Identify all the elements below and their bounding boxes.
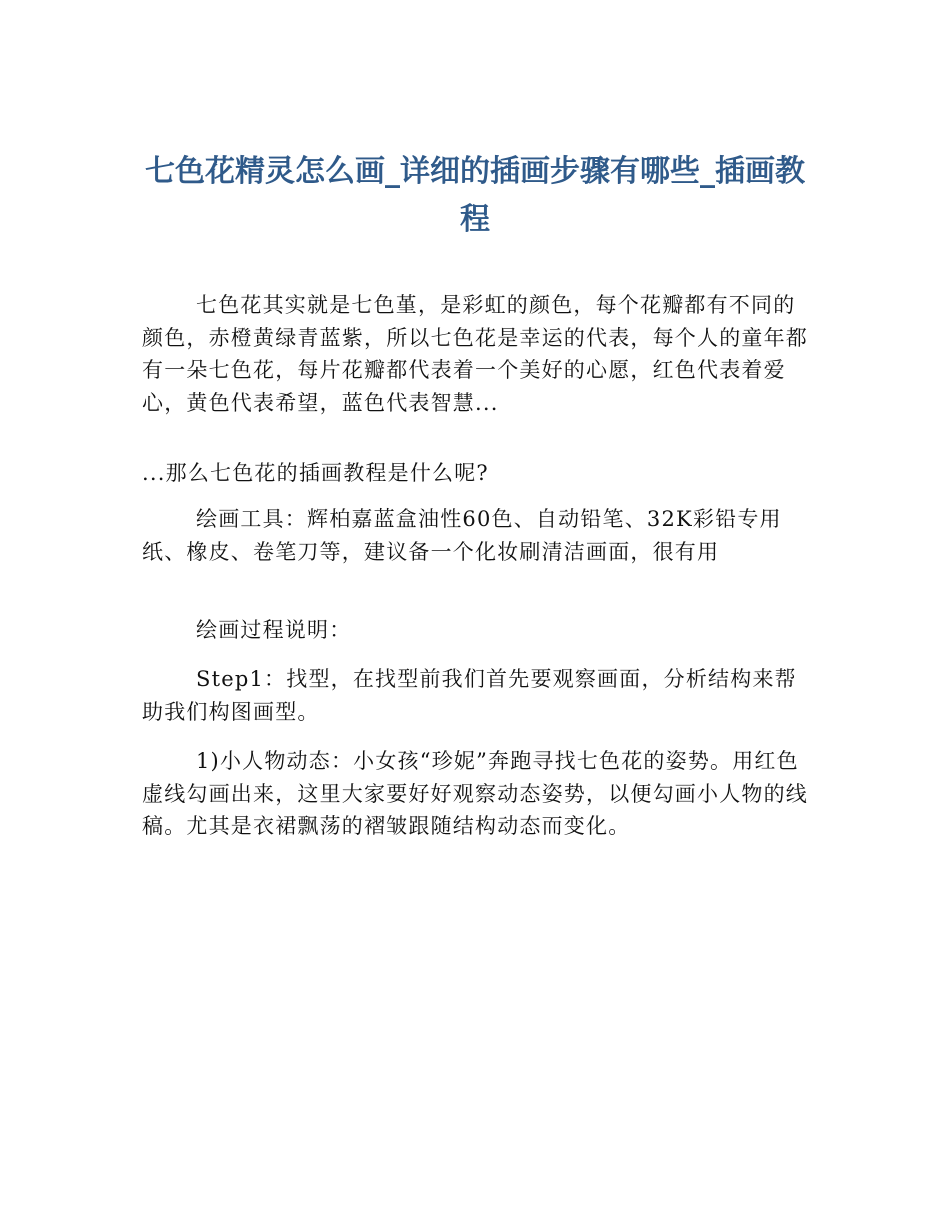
- document-title: 七色花精灵怎么画_详细的插画步骤有哪些_插画教程: [145, 154, 805, 237]
- question-paragraph: ...那么七色花的插画教程是什么呢?: [142, 461, 489, 485]
- step1-item1-paragraph: 1)小人物动态：小女孩“珍妮”奔跑寻找七色花的姿势。用红色虚线勾画出来，这里大家要好好观察动态姿势，以便勾画小人物的线稿。尤其是衣裙飘荡的褶皱跟随结构动态而变化。: [142, 749, 808, 838]
- process-heading: 绘画过程说明：: [196, 618, 352, 642]
- tools-paragraph: 绘画工具：辉柏嘉蓝盒油性60色、自动铅笔、32K彩铅专用纸、橡皮、卷笔刀等，建议备一个化妆刷清洁画面，很有用: [142, 507, 782, 564]
- step1-paragraph: Step1：找型，在找型前我们首先要观察画面，分析结构来帮助我们构图画型。: [142, 667, 797, 724]
- intro-paragraph: 七色花其实就是七色堇，是彩虹的颜色，每个花瓣都有不同的颜色，赤橙黄绿青蓝紫，所以七色花是幸运的代表，每个人的童年都有一朵七色花，每片花瓣都代表着一个美好的心愿，红色代表着爱心，黄色代表希望，蓝色代表智慧...: [142, 293, 808, 415]
